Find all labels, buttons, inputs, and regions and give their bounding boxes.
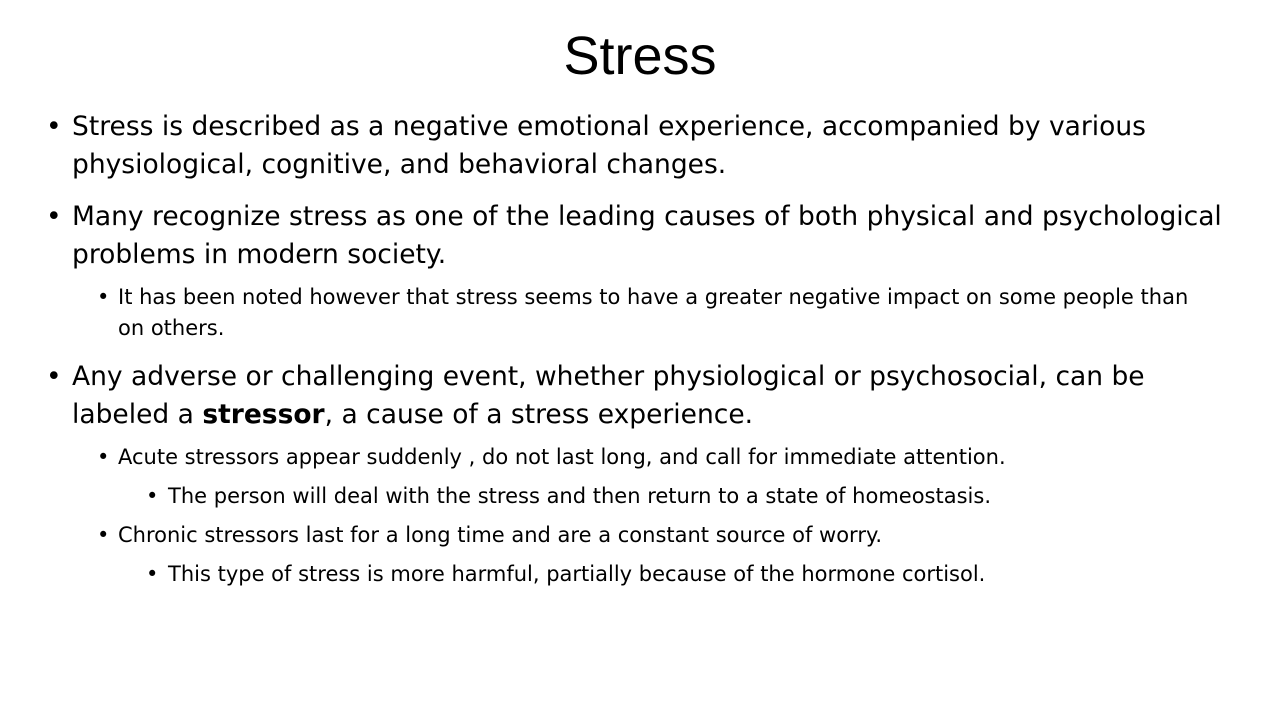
bullet-text: Stress is described as a negative emotional experience, accompanied by various physiological, cognitive, and behavioral changes. (72, 111, 1146, 180)
bullet-text (72, 358, 1240, 434)
bullet-icon: • (146, 484, 159, 508)
bullet-icon: • (146, 562, 159, 586)
sub-sub-bullet-cortisol (0, 559, 1280, 590)
bullet-text: Chronic stressors last for a long time and are a constant source of worry. (118, 523, 883, 547)
bullet-stress-causes (0, 198, 1280, 274)
slide-content (0, 108, 1280, 590)
bullet-text: Many recognize stress as one of the leading causes of both physical and psychological problems in modern society. (72, 201, 1222, 270)
bullet-icon: • (46, 111, 62, 142)
bullet-text: The person will deal with the stress and then return to a state of homeostasis. (168, 484, 991, 508)
bullet-text: This type of stress is more harmful, partially because of the hormone cortisol. (168, 562, 986, 586)
bullet-text: It has been noted however that stress seems to have a greater negative impact on some people than on others. (118, 285, 1189, 340)
stressor-term: stressor (202, 399, 325, 430)
bullet-icon: • (97, 523, 110, 547)
bullet-icon: • (97, 285, 110, 309)
sub-bullet-acute-stressors (0, 442, 1280, 473)
bullet-icon: • (46, 361, 62, 392)
bullet-text-part: Any adverse or challenging event, whether physiological or psychosocial, can be labeled a (72, 361, 1145, 430)
bullet-text: Acute stressors appear suddenly , do not last long, and call for immediate attention. (118, 445, 1006, 469)
bullet-icon: • (46, 201, 62, 232)
bullet-stressor-definition (0, 358, 1280, 434)
bullet-icon: • (97, 445, 110, 469)
slide-title: Stress (563, 26, 717, 86)
bullet-text-part: , a cause of a stress experience. (324, 399, 754, 430)
sub-bullet-chronic-stressors (0, 520, 1280, 551)
sub-bullet-stress-impact (0, 282, 1280, 344)
sub-sub-bullet-homeostasis (0, 481, 1280, 512)
bullet-stress-definition (0, 108, 1280, 184)
